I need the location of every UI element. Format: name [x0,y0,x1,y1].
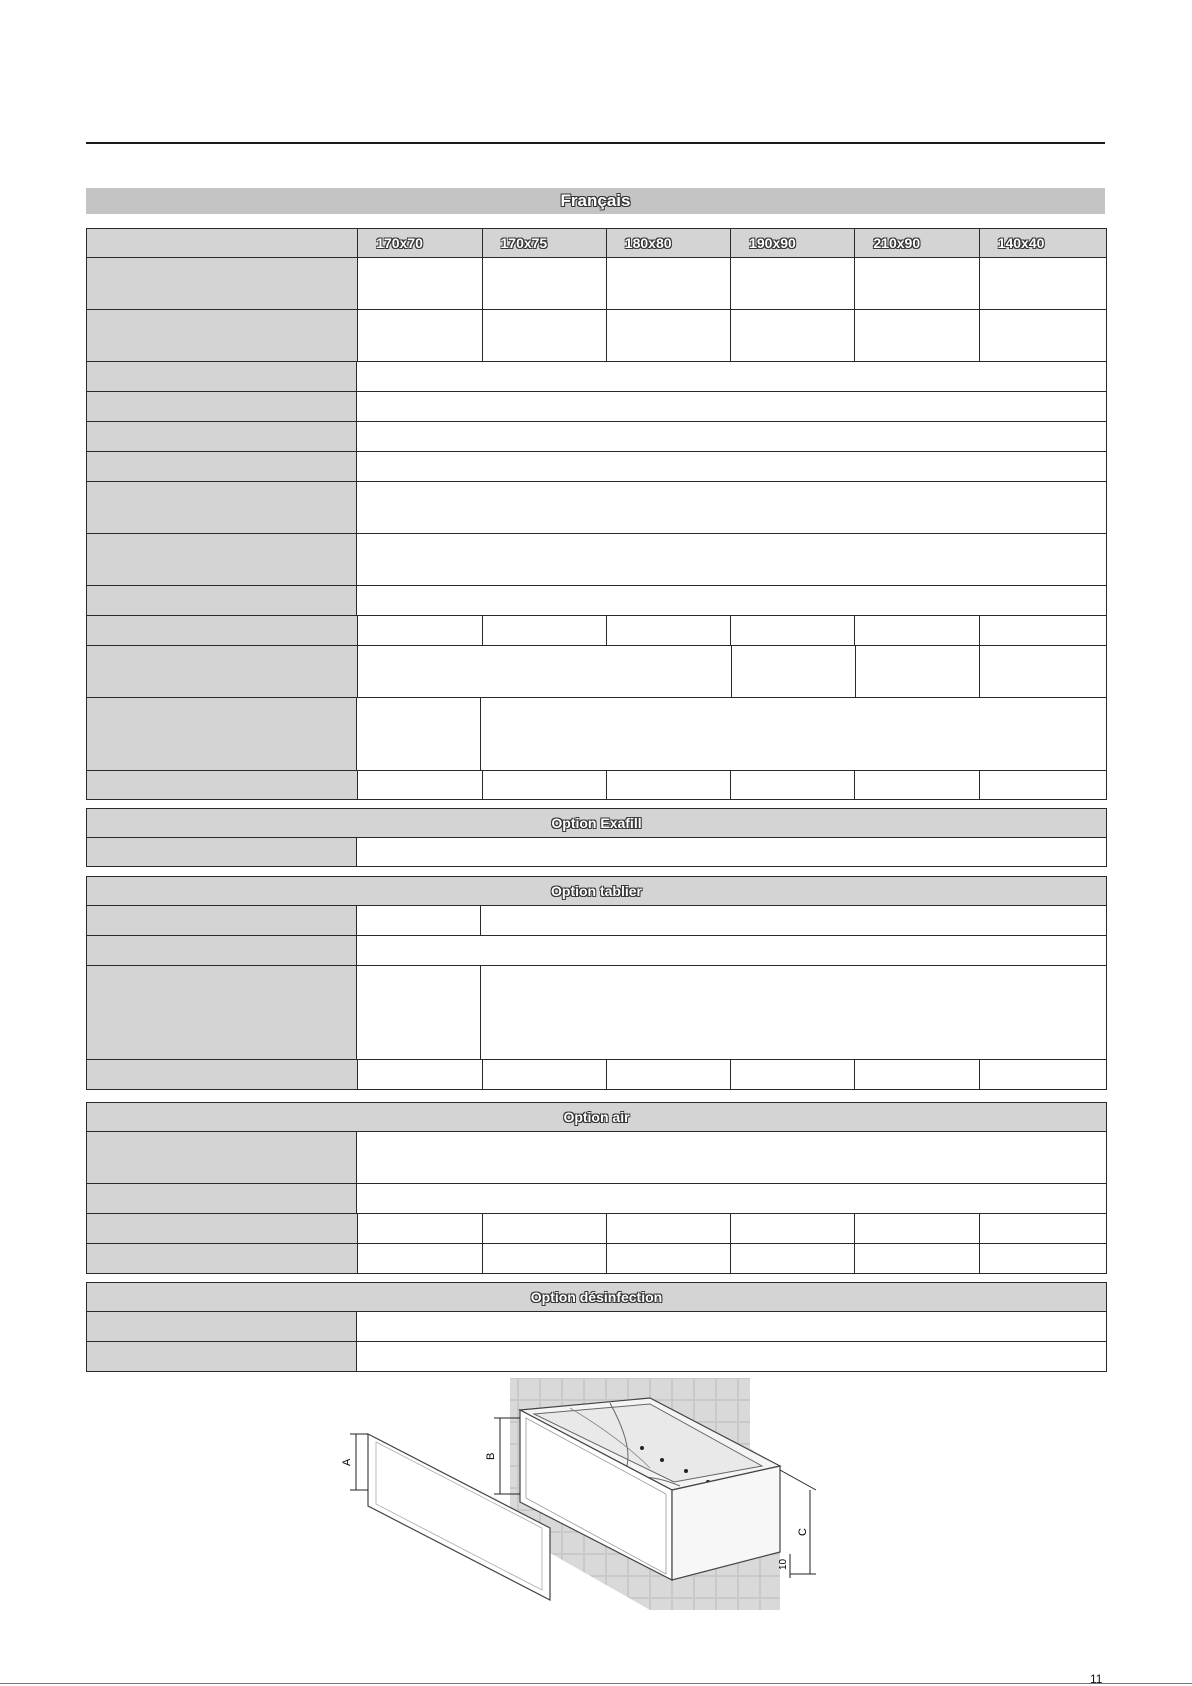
bathtub-panel-diagram [320,1378,840,1610]
row-label-cell [86,1131,357,1184]
table-row [86,451,1107,482]
row-label-cell [86,361,357,392]
table-cell-merged [356,1183,1107,1214]
row-label-cell [86,837,357,867]
table-cell [730,1059,855,1090]
table-cell [606,615,731,646]
table-row [86,481,1107,534]
table-row [86,585,1107,616]
table-row [86,1243,1107,1274]
dimension-label-b: B [485,1452,497,1460]
table-cell-merged [356,421,1107,452]
column-header: 210x90 [854,228,979,258]
table-cell [854,1213,979,1244]
table-cell [730,309,855,362]
table-cell-merged [356,1311,1107,1342]
table-row [86,935,1107,966]
table-cell-merged [356,481,1107,534]
table-row [86,257,1107,310]
table-cell [730,257,855,310]
column-header: 190x90 [730,228,855,258]
row-label-cell [86,257,358,310]
table-cell [731,645,856,698]
table-cell [357,309,482,362]
section-tablier [86,876,1107,1096]
table-cell [979,1243,1107,1274]
table-row [86,697,1107,771]
section-title: Option air [86,1102,1107,1132]
table-row [86,533,1107,586]
table-cell [482,1059,607,1090]
table-cell [979,257,1107,310]
table-row [86,615,1107,646]
table-cell [979,770,1107,800]
top-rule [86,142,1105,144]
section-title: Option désinfection [86,1282,1107,1312]
row-label-cell [86,935,357,966]
table-cell [482,1243,607,1274]
table-cell-merged [356,935,1107,966]
table-cell [854,1243,979,1274]
table-cell [854,1059,979,1090]
row-label-cell [86,645,358,698]
table-cell [482,770,607,800]
table-cell [730,1243,855,1274]
table-row [86,905,1107,936]
table-cell [357,1213,482,1244]
row-label-cell [86,1213,358,1244]
section-desinfection [86,1282,1107,1374]
table-cell [854,309,979,362]
table-cell [730,770,855,800]
table-cell [854,770,979,800]
table-cell-merged [480,905,1107,936]
row-label-cell [86,615,358,646]
spec-table [86,228,1107,798]
dimension-label-a: A [341,1458,353,1466]
table-row [86,391,1107,422]
table-cell [979,1213,1107,1244]
section-title: Option Exafill [86,808,1107,838]
table-cell [606,257,731,310]
row-label-cell [86,1243,358,1274]
dimension-label-c: C [797,1528,809,1536]
row-label-cell [86,451,357,482]
table-cell [482,309,607,362]
table-cell [606,1243,731,1274]
row-label-cell [86,1183,357,1214]
section-air [86,1102,1107,1272]
table-row [86,770,1107,800]
table-header-row [86,228,1107,258]
section-exafill [86,808,1107,866]
row-label-cell [86,965,357,1060]
table-cell [979,1059,1107,1090]
table-cell-merged [356,837,1107,867]
table-cell [854,257,979,310]
table-cell-merged [356,451,1107,482]
row-label-cell [86,770,358,800]
table-cell-merged [480,697,1107,771]
table-cell-merged [356,361,1107,392]
table-cell [356,965,481,1060]
section-title: Option tablier [86,876,1107,906]
table-cell [357,615,482,646]
table-cell [482,615,607,646]
table-cell [606,770,731,800]
table-cell [979,645,1107,698]
table-row [86,645,1107,698]
table-cell [730,1213,855,1244]
table-row [86,837,1107,867]
table-row [86,361,1107,392]
table-row [86,1059,1107,1090]
table-cell [357,1243,482,1274]
table-cell [606,309,731,362]
table-cell [855,645,980,698]
table-row [86,1311,1107,1342]
table-cell-merged [356,1341,1107,1372]
table-row [86,965,1107,1060]
page-number: 11 [1090,1672,1103,1686]
language-title: Français [86,188,1105,214]
column-header: 180x80 [606,228,731,258]
column-header: 140x40 [979,228,1107,258]
row-label-cell [86,1059,358,1090]
row-label-cell [86,1341,357,1372]
row-label-cell [86,533,357,586]
table-cell [482,257,607,310]
table-cell-merged [357,645,732,698]
table-cell [357,770,482,800]
table-row [86,1183,1107,1214]
table-cell [606,1213,731,1244]
row-label-cell [86,585,357,616]
table-cell [356,697,481,771]
dimension-label-10: 10 [778,1558,789,1570]
column-header: 170x70 [357,228,482,258]
row-label-cell [86,905,357,936]
bottom-rule [0,1683,1192,1684]
table-row [86,309,1107,362]
table-cell [606,1059,731,1090]
table-cell-merged [356,391,1107,422]
table-cell [979,615,1107,646]
row-label-cell [86,697,357,771]
header-empty-cell [86,228,358,258]
table-cell-merged [356,533,1107,586]
table-cell-merged [480,965,1107,1060]
row-label-cell [86,421,357,452]
table-cell [854,615,979,646]
table-cell-merged [356,1131,1107,1184]
table-row [86,1213,1107,1244]
table-row [86,421,1107,452]
table-cell [357,257,482,310]
table-cell [357,1059,482,1090]
table-cell [979,309,1107,362]
row-label-cell [86,391,357,422]
table-cell-merged [356,585,1107,616]
row-label-cell [86,1311,357,1342]
row-label-cell [86,481,357,534]
row-label-cell [86,309,358,362]
table-cell [356,905,481,936]
table-cell [730,615,855,646]
table-row [86,1341,1107,1372]
table-cell [482,1213,607,1244]
table-row [86,1131,1107,1184]
column-header: 170x75 [482,228,607,258]
